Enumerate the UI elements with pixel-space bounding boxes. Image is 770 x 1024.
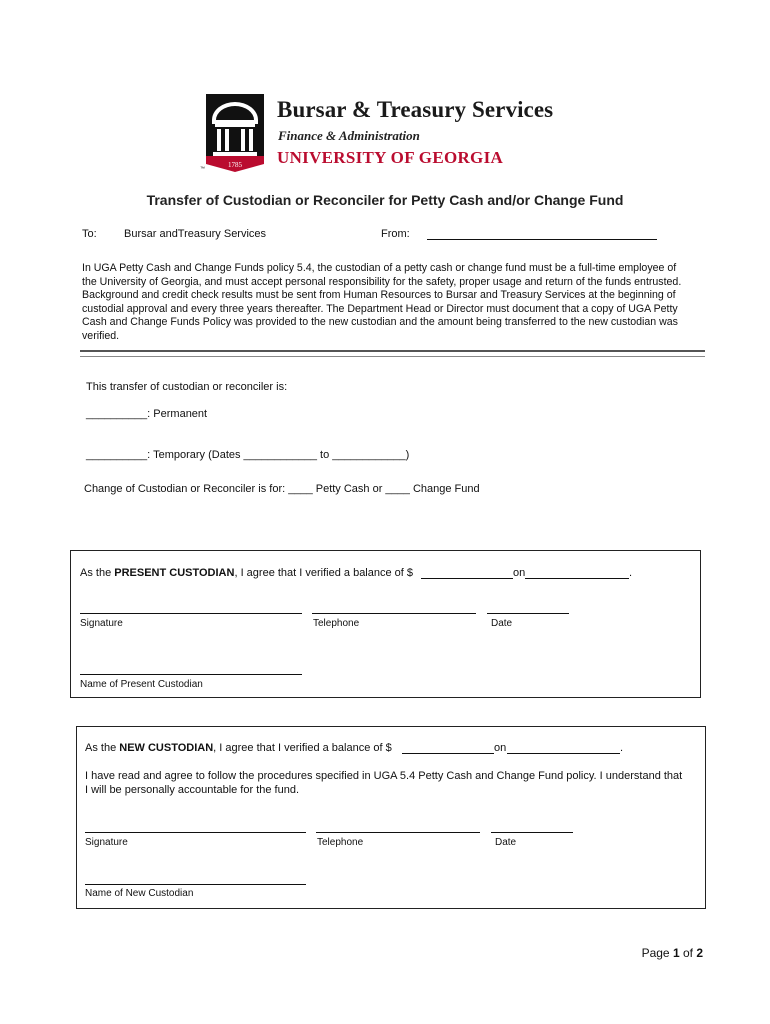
- present-telephone-label: Telephone: [313, 618, 360, 629]
- new-telephone-label: Telephone: [317, 837, 364, 848]
- present-signature-field[interactable]: [80, 613, 302, 614]
- present-custodian-role: PRESENT CUSTODIAN: [114, 567, 235, 579]
- uga-arch-logo: [206, 94, 264, 172]
- new-agreement-text: I have read and agree to follow the procedures specified in UGA 5.4 Petty Cash and Change Fund policy. I understand that I will be personally accountable for the fund.: [85, 770, 683, 796]
- policy-paragraph: In UGA Petty Cash and Change Funds policy 5.4, the custodian of a petty cash or change fund must be a full-time employee of the University of Georgia, and must accept personal responsibility for the safety, proper usage and return of the funds entrusted. Background and credit check results must be sent from Human Resources to Bursar and Treasury Services at the beginning of custodial approval and every three years thereafter. The Department Head or Director must document that a copy of UGA Petty Cash and Change Funds Policy was provided to the new custodian and the amount being transferred to the new custodian was verified.: [82, 262, 682, 342]
- present-name-label: Name of Present Custodian: [80, 679, 203, 690]
- from-field[interactable]: [427, 239, 657, 240]
- logo-year: 1785: [228, 161, 242, 169]
- present-on-label: on: [513, 567, 526, 579]
- present-date-label: Date: [491, 618, 513, 629]
- new-signature-label: Signature: [85, 837, 128, 848]
- new-name-label: Name of New Custodian: [85, 888, 194, 899]
- new-date-label: Date: [495, 837, 517, 848]
- new-custodian-role: NEW CUSTODIAN: [119, 742, 214, 754]
- brand-subtitle: Finance & Administration: [278, 128, 420, 143]
- new-date-field[interactable]: [491, 832, 573, 833]
- document-title: Transfer of Custodian or Reconciler for Petty Cash and/or Change Fund: [146, 192, 624, 208]
- new-signature-field[interactable]: [85, 832, 306, 833]
- temporary-option[interactable]: __________: Temporary (Dates ____________ to ____________): [86, 449, 410, 461]
- new-balance-statement: As the NEW CUSTODIAN, I agree that I verified a balance of $: [85, 742, 392, 754]
- permanent-option[interactable]: __________: Permanent: [86, 408, 208, 420]
- new-name-field[interactable]: [85, 884, 306, 885]
- page-indicator: Page 1 of 2: [641, 946, 703, 960]
- present-period: .: [629, 567, 633, 579]
- brand-title: Bursar & Treasury Services: [277, 97, 554, 122]
- brand-university: UNIVERSITY OF GEORGIA: [277, 148, 504, 167]
- present-date-field[interactable]: [487, 613, 569, 614]
- new-period: .: [620, 742, 624, 754]
- to-value: Bursar andTreasury Services: [124, 228, 267, 240]
- new-on-label: on: [494, 742, 507, 754]
- present-balance-statement: As the PRESENT CUSTODIAN, I agree that I verified a balance of $: [80, 567, 414, 579]
- section-divider: [80, 350, 705, 357]
- transfer-intro: This transfer of custodian or reconciler is:: [86, 381, 288, 393]
- new-telephone-field[interactable]: [316, 832, 480, 833]
- from-label: From:: [381, 228, 410, 240]
- trademark: ™: [200, 166, 205, 172]
- present-telephone-field[interactable]: [312, 613, 476, 614]
- to-label: To:: [82, 228, 97, 240]
- new-on-date-field[interactable]: [507, 753, 620, 754]
- page-current: 1: [672, 946, 680, 960]
- fund-type-line[interactable]: Change of Custodian or Reconciler is for: ____ Petty Cash or ____ Change Fund: [84, 483, 480, 495]
- present-on-date-field[interactable]: [525, 578, 629, 579]
- page-total: 2: [696, 946, 703, 960]
- present-balance-field[interactable]: [421, 578, 513, 579]
- present-name-field[interactable]: [80, 674, 302, 675]
- present-signature-label: Signature: [80, 618, 123, 629]
- new-balance-field[interactable]: [402, 753, 494, 754]
